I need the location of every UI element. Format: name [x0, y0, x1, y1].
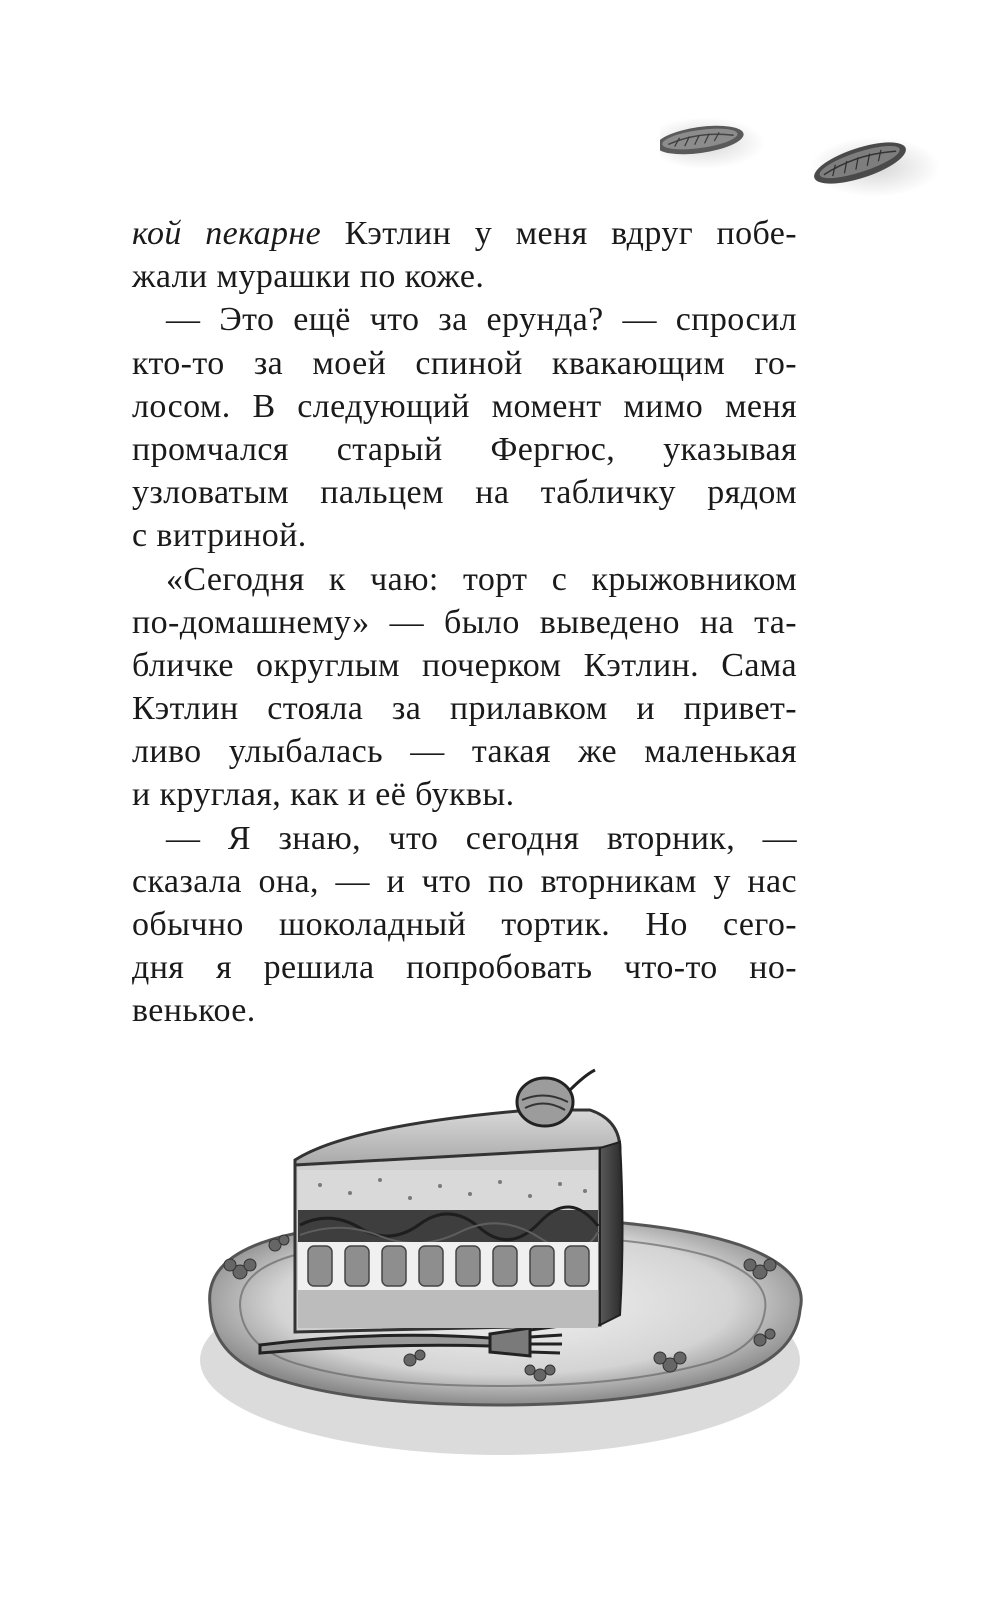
body-text [132, 212, 797, 1033]
text-line: дня я решила попробовать что-то но- [132, 949, 797, 987]
cake-slice-icon [200, 1060, 810, 1480]
text-line [132, 212, 797, 255]
text-line: узловатым пальцем на табличку рядом [132, 474, 797, 512]
text-line: лосом. В следующий момент мимо меня [132, 387, 797, 425]
text-line: обычно шоколадный тортик. Но сего- [132, 906, 797, 943]
text-line: промчался старый Фергюс, указывая [132, 430, 797, 468]
text-line: жали мурашки по коже. [132, 258, 485, 296]
italic-phrase: кой пекарне [132, 215, 322, 252]
text-line: бличке округлым почерком Кэтлин. Сама [132, 646, 797, 684]
text-line: ливо улыбалась — такая же маленькая [132, 733, 797, 771]
text-line: сказала она, — и что по вторникам у нас [132, 862, 797, 900]
text-line: — Это ещё что за ерунда? — спросил [166, 301, 797, 339]
text-line: венькое. [132, 992, 256, 1030]
text-line: — Я знаю, что сегодня вторник, — [166, 819, 797, 857]
text-fragment: Кэтлин у меня вдруг побе- [321, 215, 797, 252]
text-line: и круглая, как и её буквы. [132, 776, 515, 814]
text-line: по-домашнему» — было выведено на та- [132, 603, 797, 641]
text-line: с витриной. [132, 517, 307, 555]
text-line: «Сегодня к чаю: торт с крыжовником [166, 560, 797, 598]
leaf-icon [660, 105, 940, 215]
text-line: кто-то за моей спиной квакающим го- [132, 344, 797, 382]
text-line: Кэтлин стояла за прилавком и привет- [132, 690, 797, 728]
